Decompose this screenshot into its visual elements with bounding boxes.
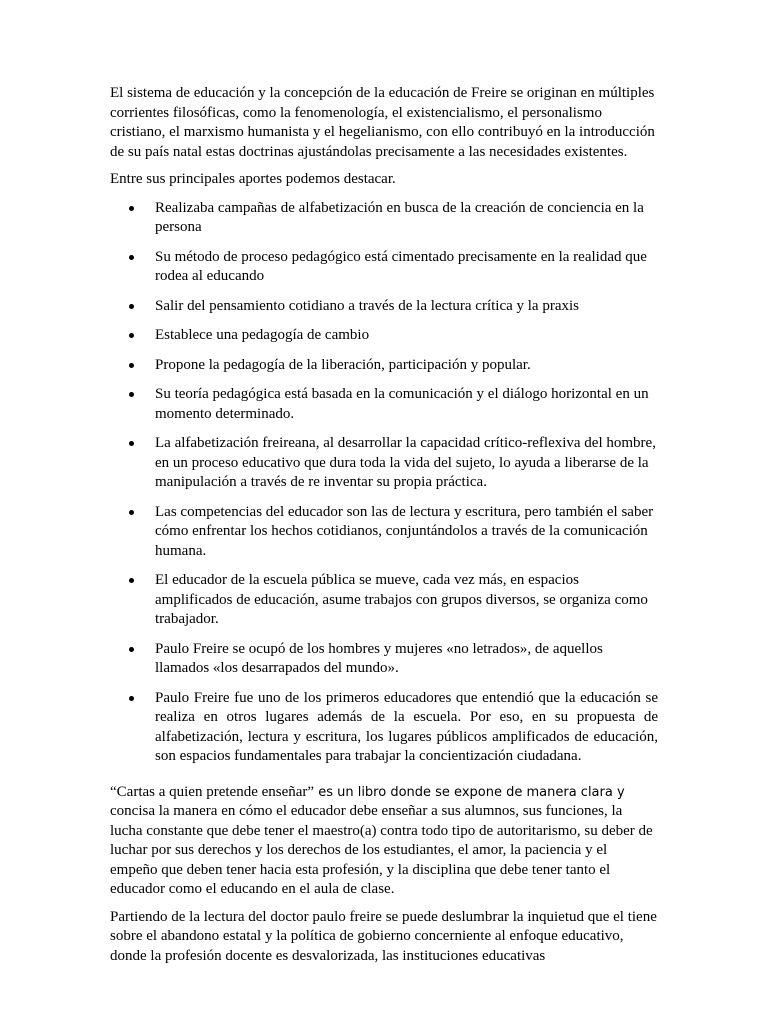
bullet-icon xyxy=(129,696,134,701)
paragraph-intro: Entre sus principales aportes podemos destacar. xyxy=(110,171,396,187)
list-item: Salir del pensamiento cotidiano a través de la lectura crítica y la praxis xyxy=(110,297,658,317)
list-item: El educador de la escuela pública se mueve, cada vez más, en espacios amplificados de educación, asume trabajos con grupos diversos, se organiza como trabajador. xyxy=(110,571,658,630)
list-item: Paulo Freire fue uno de los primeros educadores que entendió que la educación se realiza en otros lugares además de la escuela. Por eso, en su propuesta de alfabetización, lectura y escritura, los lugares públicos amplificados de educación, son espacios fundamentales para trabajar la concientización ciudadana. xyxy=(110,689,658,767)
list-item: Su método de proceso pedagógico está cimentado precisamente en la realidad que rodea al educando xyxy=(110,248,658,287)
paragraph-cartas xyxy=(110,783,658,900)
bullet-icon xyxy=(129,392,134,397)
bullet-icon xyxy=(129,510,134,515)
bullet-icon xyxy=(129,333,134,338)
paragraph-cartas-fragment: es un libro donde se expone de manera clara y xyxy=(314,784,625,800)
bullet-icon xyxy=(129,206,134,211)
list-item: Su teoría pedagógica está basada en la comunicación y el diálogo horizontal en un momento determinado. xyxy=(110,385,658,424)
bullet-icon xyxy=(129,578,134,583)
bullet-icon xyxy=(129,647,134,652)
list-item: La alfabetización freireana, al desarrollar la capacidad crítico-reflexiva del hombre, en un proceso educativo que dura toda la vida del sujeto, lo ayuda a liberarse de la manipulación a través de re inventar su propia práctica. xyxy=(110,434,658,493)
list-item: Realizaba campañas de alfabetización en busca de la creación de conciencia en la persona xyxy=(110,199,658,238)
list-item: Las competencias del educador son las de lectura y escritura, pero también el saber cómo enfrentar los hechos cotidianos, conjuntándolos a través de la comunicación humana. xyxy=(110,503,658,562)
list-item: Establece una pedagogía de cambio xyxy=(110,326,658,346)
paragraph-origins: El sistema de educación y la concepción de la educación de Freire se originan en múltiples corrientes filosóficas, como la fenomenología, el existencialismo, el personalismo cristiano, el marxismo humanista y el hegelianismo, con ello contribuyó en la introducción de su país natal estas doctrinas ajustándolas precisamente a las necesidades existentes. xyxy=(110,85,655,160)
paragraph-reading: Partiendo de la lectura del doctor paulo freire se puede deslumbrar la inquietud que el tiene sobre el abandono estatal y la política de gobierno concerniente al enfoque educativo, donde la profesión docente es desvalorizada, las instituciones educativas xyxy=(110,908,657,964)
bullet-icon xyxy=(129,363,134,368)
bullet-icon xyxy=(129,304,134,309)
list-item: Paulo Freire se ocupó de los hombres y mujeres «no letrados», de aquellos llamados «los desarrapados del mundo». xyxy=(110,640,658,679)
paragraph-cartas-body: concisa la manera en cómo el educador debe enseñar a sus alumnos, sus funciones, la lucha constante que debe tener el maestro(a) contra todo tipo de autoritarismo, su deber de luchar por sus derechos y los derechos de los estudiantes, el amor, la paciencia y el empeño que deben tener hacia esta profesión, y la disciplina que debe tener tanto el educador como el educando en el aula de clase. xyxy=(110,803,653,897)
contributions-list xyxy=(110,199,658,767)
book-title: “Cartas a quien pretende enseñar” xyxy=(110,783,315,800)
bullet-icon xyxy=(129,255,134,260)
bullet-icon xyxy=(129,441,134,446)
list-item: Propone la pedagogía de la liberación, participación y popular. xyxy=(110,356,658,376)
